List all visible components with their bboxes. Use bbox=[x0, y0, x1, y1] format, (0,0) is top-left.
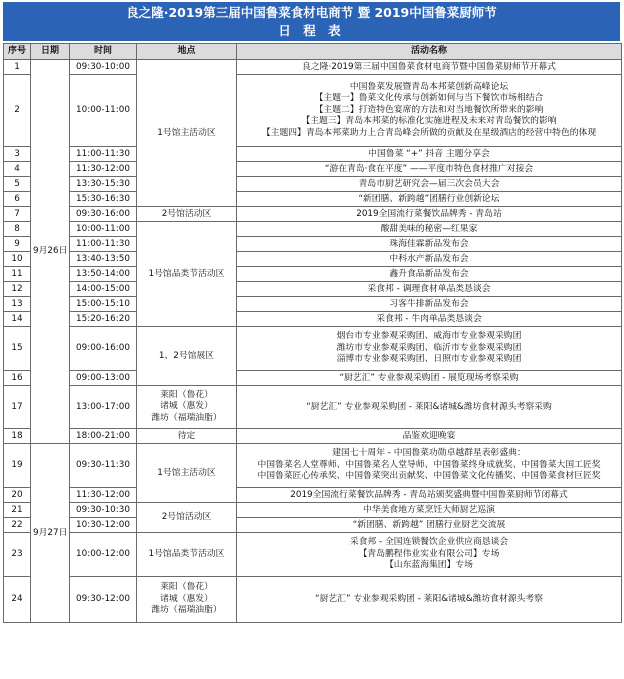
header-date: 日期 bbox=[31, 44, 70, 60]
table-row bbox=[4, 429, 622, 444]
row-no: 16 bbox=[4, 371, 31, 386]
row-time: 10:00-11:00 bbox=[70, 75, 137, 147]
row-time: 15:00-15:10 bbox=[70, 297, 137, 312]
table-row bbox=[4, 488, 622, 503]
row-time: 14:00-15:00 bbox=[70, 282, 137, 297]
venue-cell: 2号馆活动区 bbox=[137, 503, 237, 533]
venue-cell: 1号馆主活动区 bbox=[137, 444, 237, 503]
row-time: 09:00-16:00 bbox=[70, 327, 137, 371]
activity-line: 【主题二】打造特色宴席的方法和对当地餐饮所带来的影响 bbox=[314, 104, 544, 115]
table-row bbox=[4, 60, 622, 75]
row-time: 10:00-11:00 bbox=[70, 222, 137, 237]
header-row bbox=[4, 44, 622, 60]
venue-cell bbox=[137, 386, 237, 429]
table-row bbox=[4, 162, 622, 177]
venue-cell bbox=[137, 577, 237, 623]
row-time: 11:30-12:00 bbox=[70, 162, 137, 177]
table-row bbox=[4, 503, 622, 518]
activity-line: 中国鲁菜匠心传承奖、中国鲁菜突出贡献奖、中国鲁菜文化传播奖、中国鲁菜食材巨匠奖 bbox=[257, 471, 601, 482]
row-activity: 酸甜美味的秘密—红果家 bbox=[237, 222, 622, 237]
table-row bbox=[4, 252, 622, 267]
row-no: 15 bbox=[4, 327, 31, 371]
row-no: 24 bbox=[4, 577, 31, 623]
venue-cell: 1号馆品类节活动区 bbox=[137, 222, 237, 327]
table-row bbox=[4, 371, 622, 386]
row-time: 09:30-10:00 bbox=[70, 60, 137, 75]
row-activity: 2019全国流行菜餐饮品牌秀 - 青岛站颁奖盛典暨中国鲁菜厨师节闭幕式 bbox=[237, 488, 622, 503]
row-activity: “厨艺汇” 专业参观采购团 - 莱阳&诸城&潍坊食材源头考察采购 bbox=[237, 386, 622, 429]
sub-title: 日 程 表 bbox=[278, 23, 345, 38]
activity-line: 【主题一】鲁菜文化传承与创新如何与当下餐饮市场相结合 bbox=[314, 93, 544, 104]
row-activity: 中国鲁菜 “+” 抖音 主题分享会 bbox=[237, 147, 622, 162]
row-time: 15:20-16:20 bbox=[70, 312, 137, 327]
venue-cell: 1号馆品类节活动区 bbox=[137, 533, 237, 577]
activity-line: 采食邦 - 全国连锁餐饮企业供应商恳谈会 bbox=[349, 537, 509, 548]
row-no: 7 bbox=[4, 207, 31, 222]
activity-line: 烟台市专业参观采购团、威海市专业参观采购团 bbox=[336, 331, 522, 342]
row-time: 10:30-12:00 bbox=[70, 518, 137, 533]
row-no: 18 bbox=[4, 429, 31, 444]
activity-line: 中国鲁菜发展暨青岛本邦菜创新高峰论坛 bbox=[349, 81, 509, 92]
row-time: 09:30-10:30 bbox=[70, 503, 137, 518]
row-activity: 采食邦 - 牛肉单品类恳谈会 bbox=[237, 312, 622, 327]
table-row bbox=[4, 222, 622, 237]
row-time: 09:30-11:30 bbox=[70, 444, 137, 488]
row-no: 12 bbox=[4, 282, 31, 297]
row-activity: 鑫升食品新品发布会 bbox=[237, 267, 622, 282]
row-no: 23 bbox=[4, 533, 31, 577]
activity-line: 中国鲁菜名人堂尊师、中国鲁菜名人堂导师、中国鲁菜终身成就奖、中国鲁菜大国工匠奖 bbox=[257, 459, 601, 470]
main-title: 良之隆·2019第三届中国鲁菜食材电商节 暨 2019中国鲁菜厨师节 bbox=[126, 5, 497, 20]
row-time: 09:30-16:00 bbox=[70, 207, 137, 222]
row-no: 3 bbox=[4, 147, 31, 162]
row-no: 21 bbox=[4, 503, 31, 518]
activity-line: 潍坊市专业参观采购团、临沂市专业参观采购团 bbox=[336, 342, 522, 353]
table-row bbox=[4, 312, 622, 327]
venue-line: 潍坊（福瑞油脂） bbox=[151, 605, 222, 616]
row-time: 13:50-14:00 bbox=[70, 267, 137, 282]
row-no: 17 bbox=[4, 386, 31, 429]
venue-line: 诸城（惠发） bbox=[160, 401, 213, 412]
row-no: 22 bbox=[4, 518, 31, 533]
table-row bbox=[4, 297, 622, 312]
venue-line: 莱阳（鲁花） bbox=[160, 582, 213, 593]
header-activity: 活动名称 bbox=[237, 44, 622, 60]
title-banner bbox=[3, 2, 620, 41]
venue-cell: 1、2号馆展区 bbox=[137, 327, 237, 386]
row-activity: 珠海佳霖新品发布会 bbox=[237, 237, 622, 252]
table-row bbox=[4, 518, 622, 533]
table-row bbox=[4, 386, 622, 429]
header-no: 序号 bbox=[4, 44, 31, 60]
table-row bbox=[4, 237, 622, 252]
header-venue: 地点 bbox=[137, 44, 237, 60]
row-time: 13:00-17:00 bbox=[70, 386, 137, 429]
activity-line: 【主题四】青岛本邦菜助力上合青岛峰会所做的贡献及在星级酒店的经营中特色的体现 bbox=[261, 127, 597, 138]
row-no: 6 bbox=[4, 192, 31, 207]
row-no: 20 bbox=[4, 488, 31, 503]
table-row bbox=[4, 75, 622, 147]
activity-line: 【主题三】青岛本邦菜的标准化实施进程及未来对青岛餐饮的影响 bbox=[301, 116, 557, 127]
row-time: 09:00-13:00 bbox=[70, 371, 137, 386]
row-activity: 习客牛排新品发布会 bbox=[237, 297, 622, 312]
row-activity: 采食邦 - 调理食材单品类恳谈会 bbox=[237, 282, 622, 297]
venue-cell: 1号馆主活动区 bbox=[137, 60, 237, 207]
row-no: 2 bbox=[4, 75, 31, 147]
table-row bbox=[4, 444, 622, 488]
header-time: 时间 bbox=[70, 44, 137, 60]
row-activity bbox=[237, 444, 622, 488]
row-time: 09:30-12:00 bbox=[70, 577, 137, 623]
activity-line: 【山东蓝海集团】专场 bbox=[385, 560, 473, 571]
venue-cell: 2号馆活动区 bbox=[137, 207, 237, 222]
table-row bbox=[4, 282, 622, 297]
row-time: 15:30-16:30 bbox=[70, 192, 137, 207]
row-no: 4 bbox=[4, 162, 31, 177]
row-activity: “厨艺汇” 专业参观采购团 - 莱阳&诸城&潍坊食材源头考察 bbox=[237, 577, 622, 623]
row-no: 9 bbox=[4, 237, 31, 252]
row-time: 18:00-21:00 bbox=[70, 429, 137, 444]
table-row bbox=[4, 177, 622, 192]
row-activity: 青岛市厨艺研究会—届三次会员大会 bbox=[237, 177, 622, 192]
venue-cell: 待定 bbox=[137, 429, 237, 444]
schedule-table bbox=[3, 43, 622, 623]
row-no: 5 bbox=[4, 177, 31, 192]
venue-line: 莱阳（鲁花） bbox=[160, 389, 213, 400]
row-time: 11:00-11:30 bbox=[70, 237, 137, 252]
row-activity: 良之隆·2019第三届中国鲁菜食材电商节暨中国鲁菜厨师节开幕式 bbox=[237, 60, 622, 75]
activity-line: 【青岛鹏程伟业实业有限公司】专场 bbox=[358, 548, 500, 559]
row-activity bbox=[237, 533, 622, 577]
row-time: 10:00-12:00 bbox=[70, 533, 137, 577]
row-no: 8 bbox=[4, 222, 31, 237]
activity-line: 淄博市专业参观采购团、日照市专业参观采购团 bbox=[336, 354, 522, 365]
venue-line: 诸城（惠发） bbox=[160, 593, 213, 604]
table-row bbox=[4, 147, 622, 162]
table-row bbox=[4, 577, 622, 623]
row-activity: 中华美食地方菜烹饪大师厨艺巡演 bbox=[237, 503, 622, 518]
row-activity: “新团膳、新跨越”团膳行业创新论坛 bbox=[237, 192, 622, 207]
table-row bbox=[4, 533, 622, 577]
row-no: 11 bbox=[4, 267, 31, 282]
row-activity bbox=[237, 75, 622, 147]
row-time: 11:30-12:00 bbox=[70, 488, 137, 503]
date-cell: 9月27日 bbox=[31, 444, 70, 623]
row-activity: 中科水产新品发布会 bbox=[237, 252, 622, 267]
table-row bbox=[4, 267, 622, 282]
activity-line: 建国七十周年 - 中国鲁菜功勋卓越群星表彰盛典： bbox=[332, 448, 526, 459]
table-row bbox=[4, 192, 622, 207]
row-activity bbox=[237, 327, 622, 371]
row-activity: 品鉴欢迎晚宴 bbox=[237, 429, 622, 444]
row-time: 11:00-11:30 bbox=[70, 147, 137, 162]
table-row bbox=[4, 327, 622, 371]
row-time: 13:30-15:30 bbox=[70, 177, 137, 192]
row-activity: “厨艺汇” 专业参观采购团 - 展览现场考察采购 bbox=[237, 371, 622, 386]
row-no: 13 bbox=[4, 297, 31, 312]
row-no: 14 bbox=[4, 312, 31, 327]
row-activity: “新团膳、新跨越” 团膳行业厨艺交流展 bbox=[237, 518, 622, 533]
row-activity: 2019全国流行菜餐饮品牌秀 - 青岛站 bbox=[237, 207, 622, 222]
date-cell: 9月26日 bbox=[31, 60, 70, 444]
table-row bbox=[4, 207, 622, 222]
venue-line: 潍坊（福瑞油脂） bbox=[151, 412, 222, 423]
row-no: 10 bbox=[4, 252, 31, 267]
row-no: 1 bbox=[4, 60, 31, 75]
row-activity: “游在青岛·食在平度” ——平度市特色食材推广对接会 bbox=[237, 162, 622, 177]
row-time: 13:40-13:50 bbox=[70, 252, 137, 267]
row-no: 19 bbox=[4, 444, 31, 488]
